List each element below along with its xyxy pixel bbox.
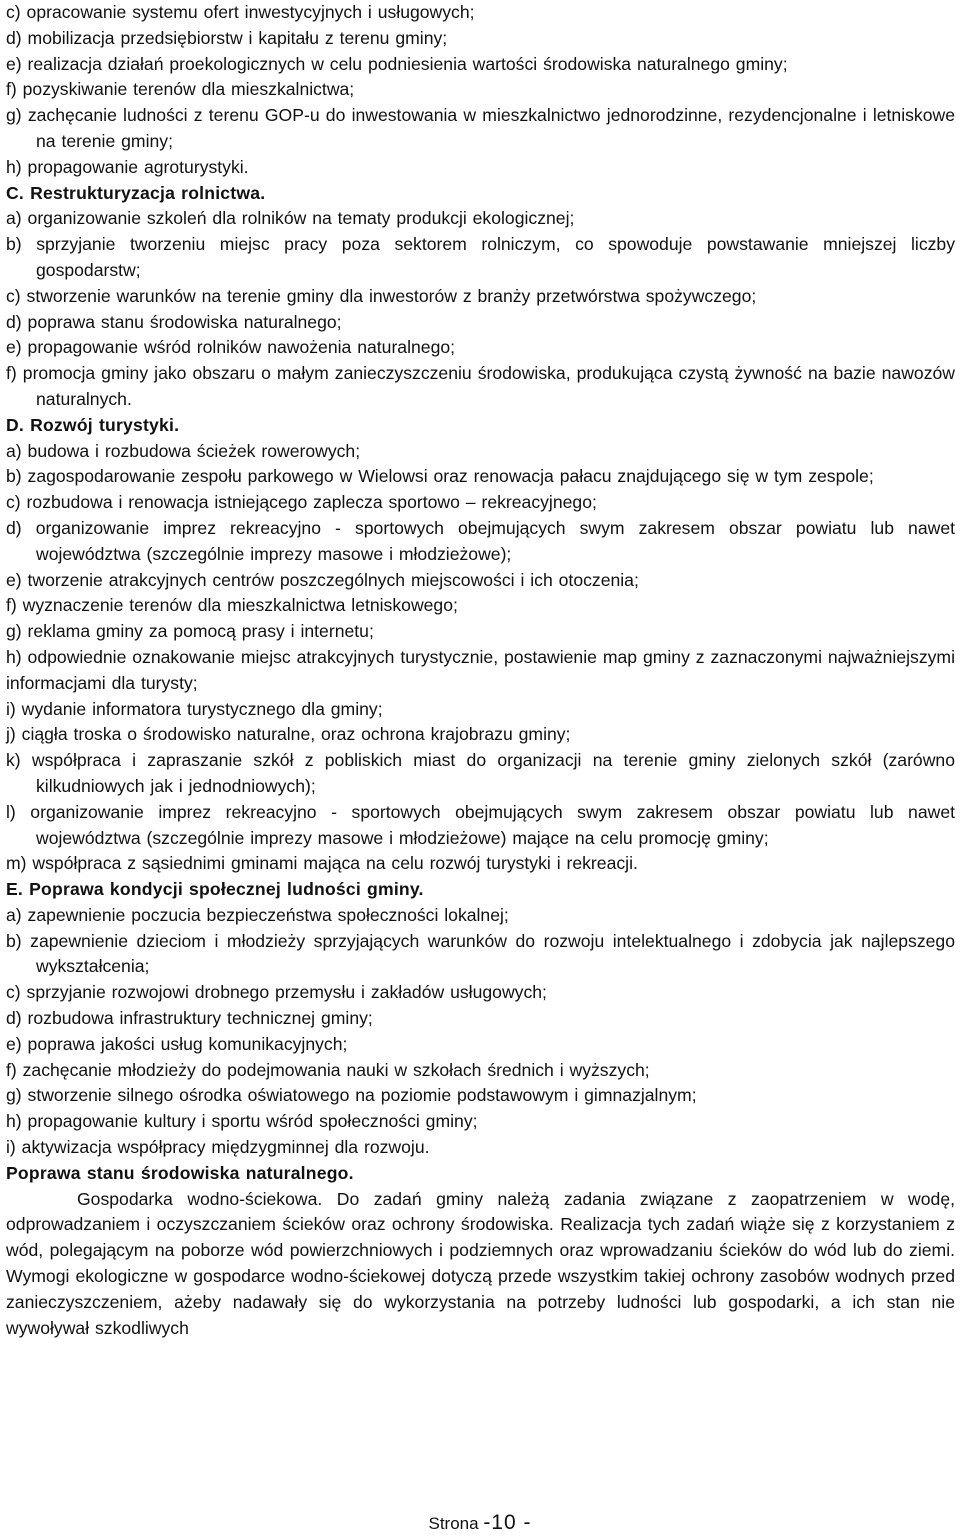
- body-paragraph: Gospodarka wodno-ściekowa. Do zadań gminy należą zadania związane z zaopatrzeniem w wodę, odprowadzaniem i oczyszczaniem ścieków oraz ochrony środowiska. Realizacja tych zadań wiąże się z korzystaniem z wód, polegającym na poborze wód powierzchniowych i podziemnych oraz wprowadzaniu ścieków do wód lub do ziemi. Wymogi ekologiczne w gospodarce wodno-ściekowej dotyczą przede wszystkim takiej ochrony zasobów wodnych przed zanieczyszczeniem, ażeby nadawały się do wykorzystania na potrzeby ludności lub gospodarki, a ich stan nie wywoływał szkodliwych: [6, 1188, 955, 1338]
- list-item: f) pozyskiwanie terenów dla mieszkalnictwa;: [6, 79, 355, 100]
- page-footer: [0, 1510, 960, 1537]
- list-item: b) sprzyjanie tworzeniu miejsc pracy poza sektorem rolniczym, co spowoduje powstawanie mniejszej liczby gospodarstw;: [6, 234, 955, 280]
- list-item: e) poprawa jakości usług komunikacyjnych;: [6, 1033, 348, 1054]
- list-item: e) tworzenie atrakcyjnych centrów poszczególnych miejscowości i ich otoczenia;: [6, 569, 639, 590]
- list-item: c) stworzenie warunków na terenie gminy dla inwestorów z branży przetwórstwa spożywczego;: [6, 285, 757, 306]
- list-item: l) organizowanie imprez rekreacyjno - sportowych obejmujących swym zakresem obszar powiatu lub nawet województwa (szczególnie imprezy masowe i młodzieżowe) mające na celu promocję gminy;: [6, 801, 955, 848]
- list-item: a) zapewnienie poczucia bezpieczeństwa społeczności lokalnej;: [6, 904, 509, 925]
- list-item: k) współpraca i zapraszanie szkół z pobliskich miast do organizacji na terenie gminy zielonych szkół (zarówno kilkudniowych jak i jednodniowych);: [6, 750, 955, 796]
- document-page: [6, 0, 955, 1341]
- list-item: j) ciągła troska o środowisko naturalne, oraz ochrona krajobrazu gminy;: [6, 724, 571, 745]
- list-item: g) stworzenie silnego ośrodka oświatowego na poziomie podstawowym i gimnazjalnym;: [6, 1085, 697, 1106]
- list-item: i) aktywizacja współpracy międzygminnej dla rozwoju.: [6, 1137, 430, 1158]
- list-item: i) wydanie informatora turystycznego dla gminy;: [6, 698, 383, 719]
- list-item: d) mobilizacja przedsiębiorstw i kapitału z terenu gminy;: [6, 27, 448, 48]
- list-item: d) poprawa stanu środowiska naturalnego;: [6, 311, 342, 332]
- section-heading: D. Rozwój turystyki.: [6, 414, 180, 435]
- list-item: f) wyznaczenie terenów dla mieszkalnictwa letniskowego;: [6, 595, 458, 616]
- list-item: d) rozbudowa infrastruktury technicznej gminy;: [6, 1008, 373, 1029]
- page-number: -10 -: [483, 1511, 532, 1534]
- list-item: e) realizacja działań proekologicznych w celu podniesienia wartości środowiska naturalnego gminy;: [6, 53, 788, 74]
- list-item: f) promocja gminy jako obszaru o małym zanieczyszczeniu środowiska, produkująca czystą żywność na bazie nawozów naturalnych.: [6, 363, 955, 409]
- list-item: g) reklama gminy za pomocą prasy i internetu;: [6, 621, 374, 642]
- list-item: m) współpraca z sąsiednimi gminami mająca na celu rozwój turystyki i rekreacji.: [6, 853, 638, 874]
- list-item: c) opracowanie systemu ofert inwestycyjnych i usługowych;: [6, 2, 475, 22]
- section-heading: E. Poprawa kondycji społecznej ludności gminy.: [6, 879, 424, 900]
- page-label: Strona: [428, 1514, 479, 1533]
- list-item: a) budowa i rozbudowa ścieżek rowerowych;: [6, 440, 361, 461]
- list-item: c) rozbudowa i renowacja istniejącego zaplecza sportowo – rekreacyjnego;: [6, 492, 597, 513]
- list-item: h) odpowiednie oznakowanie miejsc atrakcyjnych turystycznie, postawienie map gminy z zaznaczonymi najważniejszymi informacjami dla turysty;: [6, 646, 955, 693]
- section-heading: C. Restrukturyzacja rolnictwa.: [6, 182, 266, 203]
- list-item: g) zachęcanie ludności z terenu GOP-u do inwestowania w mieszkalnictwo jednorodzinne, rezydencjonalne i letniskowe na terenie gminy;: [6, 105, 955, 151]
- section-heading: Poprawa stanu środowiska naturalnego.: [6, 1162, 354, 1183]
- list-item: b) zapewnienie dzieciom i młodzieży sprzyjających warunków do rozwoju intelektualnego i zdobycia jak najlepszego wykształcenia;: [6, 930, 955, 977]
- list-item: c) sprzyjanie rozwojowi drobnego przemysłu i zakładów usługowych;: [6, 982, 547, 1003]
- list-item: h) propagowanie agroturystyki.: [6, 156, 249, 177]
- list-item: b) zagospodarowanie zespołu parkowego w Wielowsi oraz renowacja pałacu znajdującego się w tym zespole;: [6, 466, 874, 487]
- list-item: d) organizowanie imprez rekreacyjno - sportowych obejmujących swym zakresem obszar powiatu lub nawet województwa (szczególnie imprezy masowe i młodzieżowe);: [6, 517, 955, 564]
- list-item: a) organizowanie szkoleń dla rolników na tematy produkcji ekologicznej;: [6, 208, 575, 229]
- list-item: f) zachęcanie młodzieży do podejmowania nauki w szkołach średnich i wyższych;: [6, 1059, 650, 1080]
- list-item: h) propagowanie kultury i sportu wśród społeczności gminy;: [6, 1111, 478, 1132]
- list-item: e) propagowanie wśród rolników nawożenia naturalnego;: [6, 337, 456, 358]
